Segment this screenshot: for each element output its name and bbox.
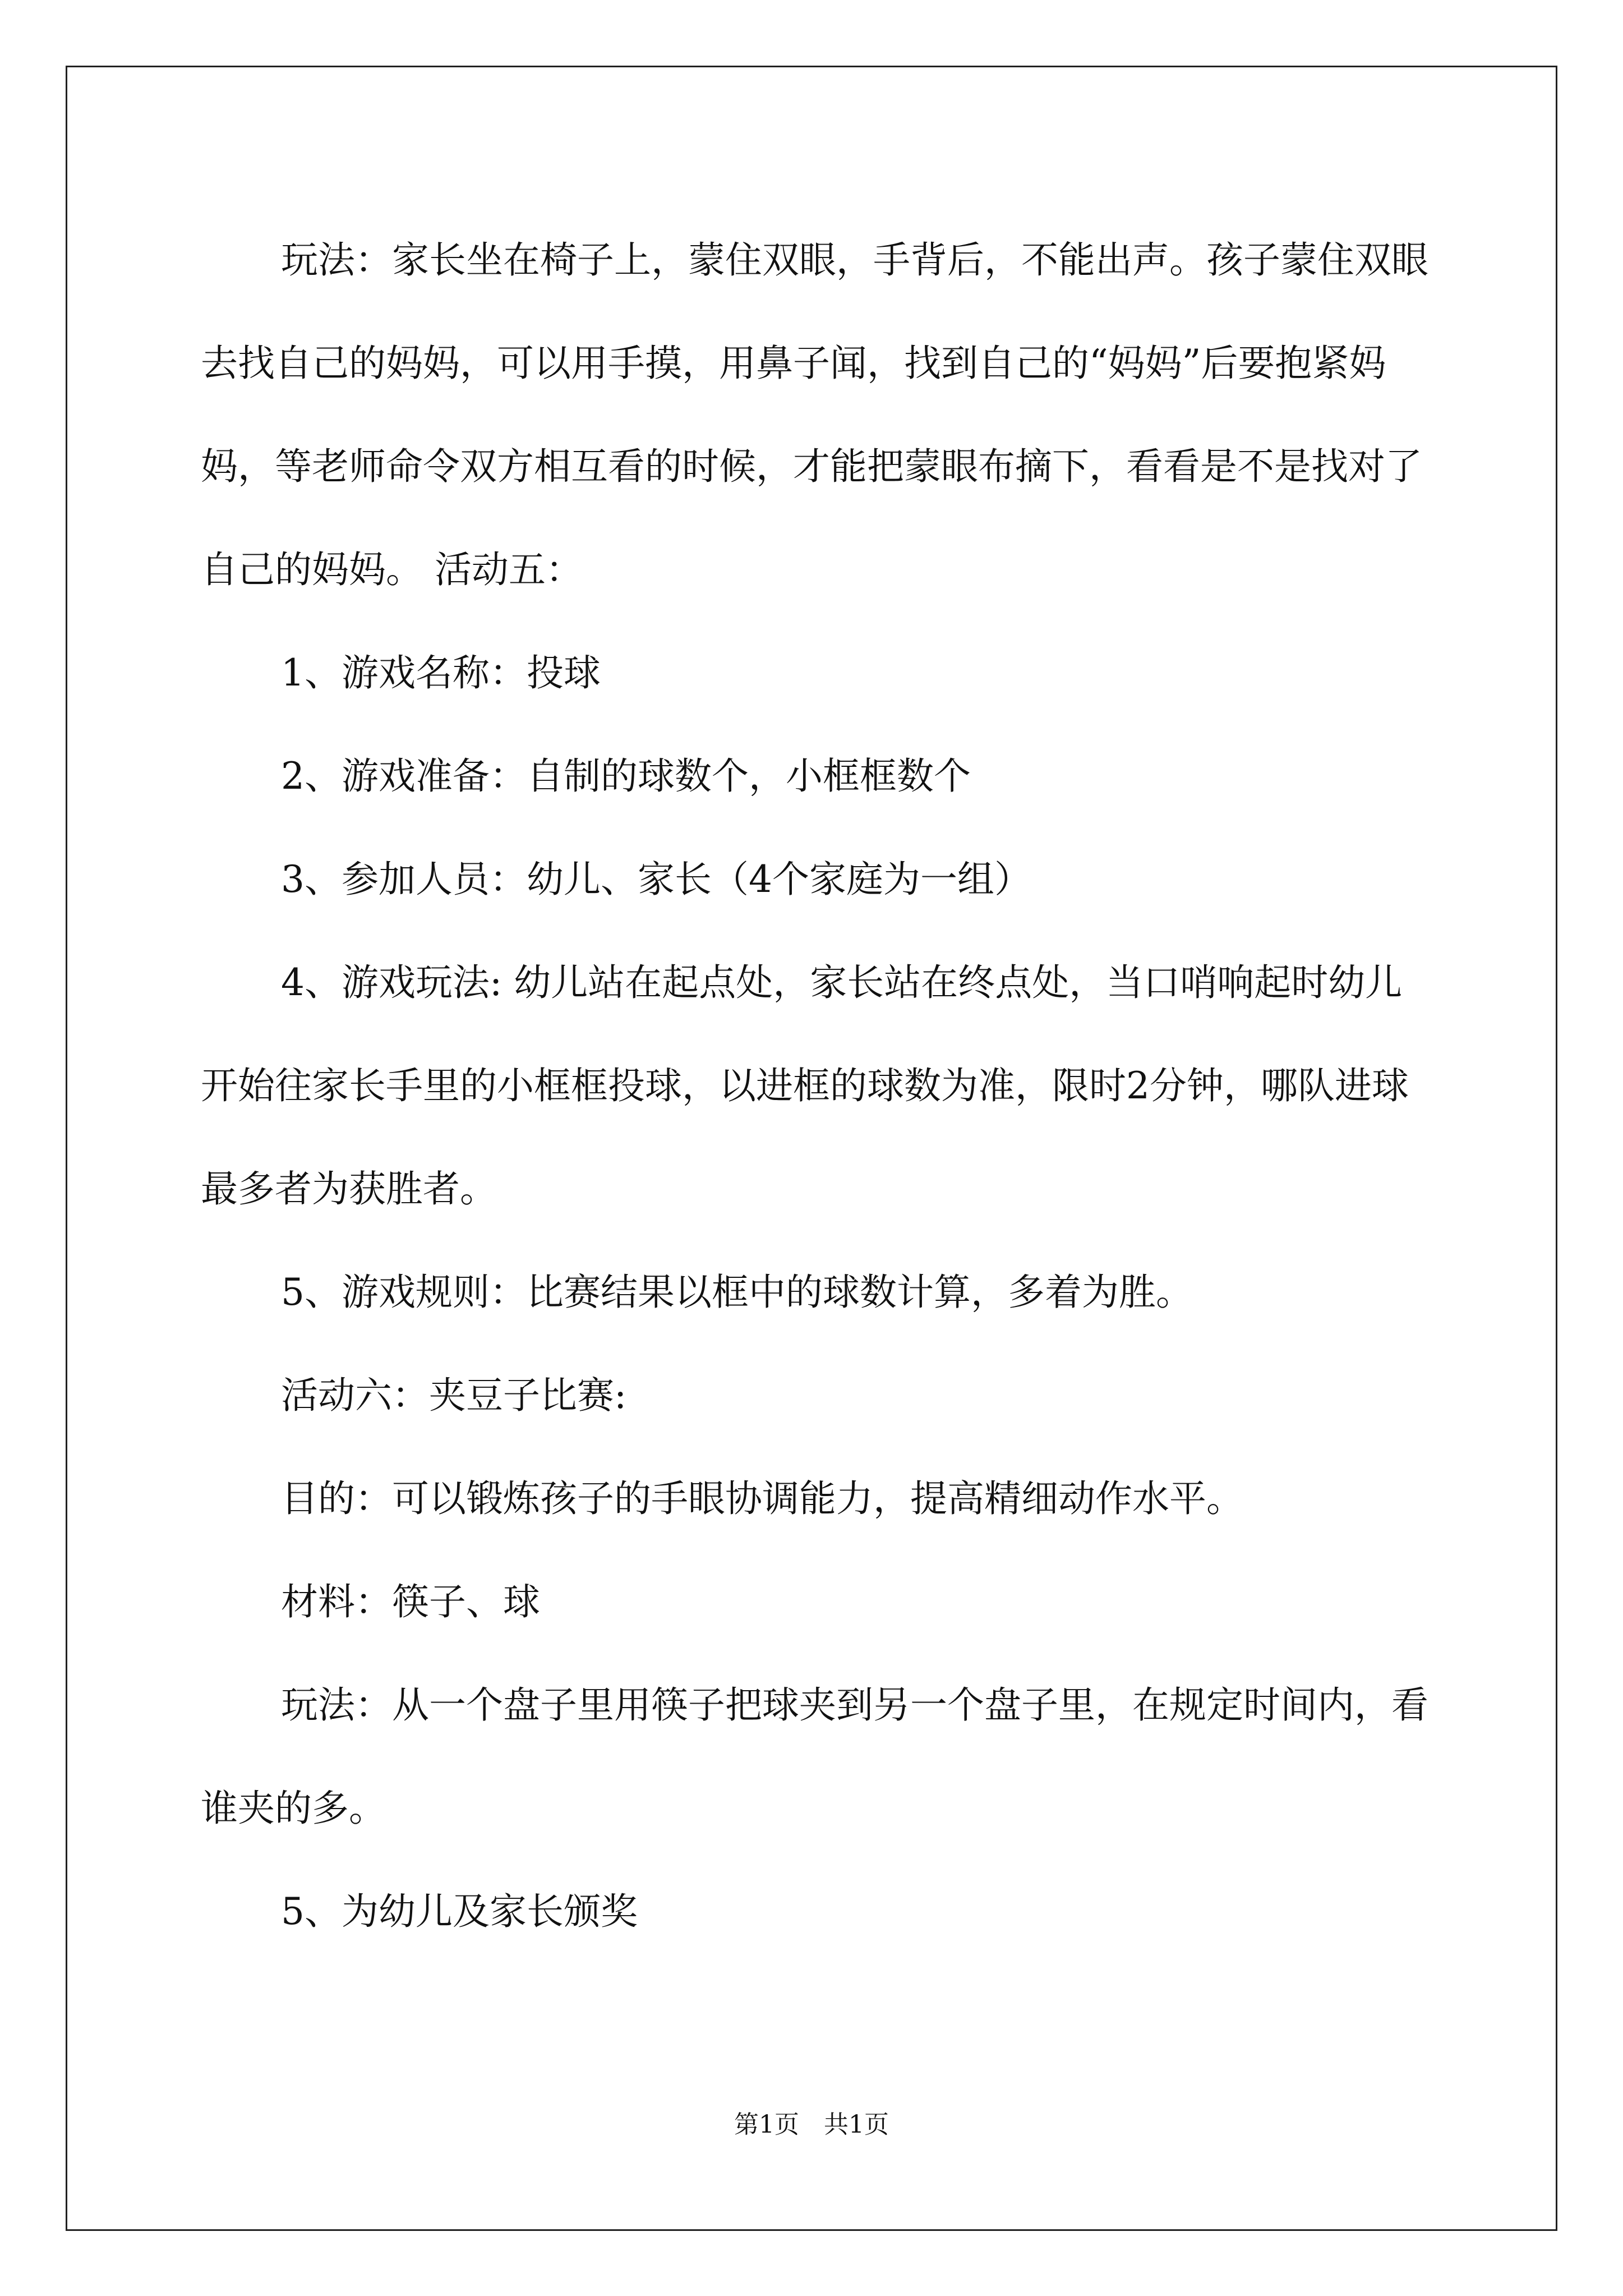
- paragraph: 3、参加人员：幼儿、家长（4个家庭为一组）: [281, 858, 1031, 901]
- paragraph: 材料：筷子、球: [281, 1580, 540, 1623]
- paragraph: 玩法：家长坐在椅子上，蒙住双眼，手背后，不能出声。孩子蒙住双眼去找自己的妈妈，可以用手摸，用鼻子闻，找到自己的“妈妈”后要抱紧妈妈，等老师命令双方相互看的时候，才能把蒙眼布摘下，看看是不是找对了自己的妈妈。 活动五：: [201, 238, 1428, 591]
- paragraph: 1、游戏名称：投球: [281, 651, 601, 694]
- paragraph: 目的：可以锻炼孩子的手眼协调能力，提高精细动作水平。: [281, 1477, 1243, 1520]
- paragraph: 2、游戏准备：自制的球数个，小框框数个: [281, 754, 971, 798]
- page-footer: 第1页 共1页: [734, 2110, 889, 2139]
- paragraph: 活动六：夹豆子比赛:: [281, 1374, 627, 1417]
- document-body: [201, 209, 1429, 1963]
- paragraph: 玩法：从一个盘子里用筷子把球夹到另一个盘子里，在规定时间内，看谁夹的多。: [201, 1683, 1428, 1830]
- paragraph: 4、游戏玩法: 幼儿站在起点处，家长站在终点处，当口哨响起时幼儿开始往家长手里的小框框投球，以进框的球数为准，限时2分钟，哪队进球最多者为获胜者。: [201, 961, 1409, 1211]
- paragraph: 5、为幼儿及家长颁奖: [281, 1890, 638, 1933]
- paragraph: 5、游戏规则：比赛结果以框中的球数计算，多着为胜。: [281, 1271, 1193, 1314]
